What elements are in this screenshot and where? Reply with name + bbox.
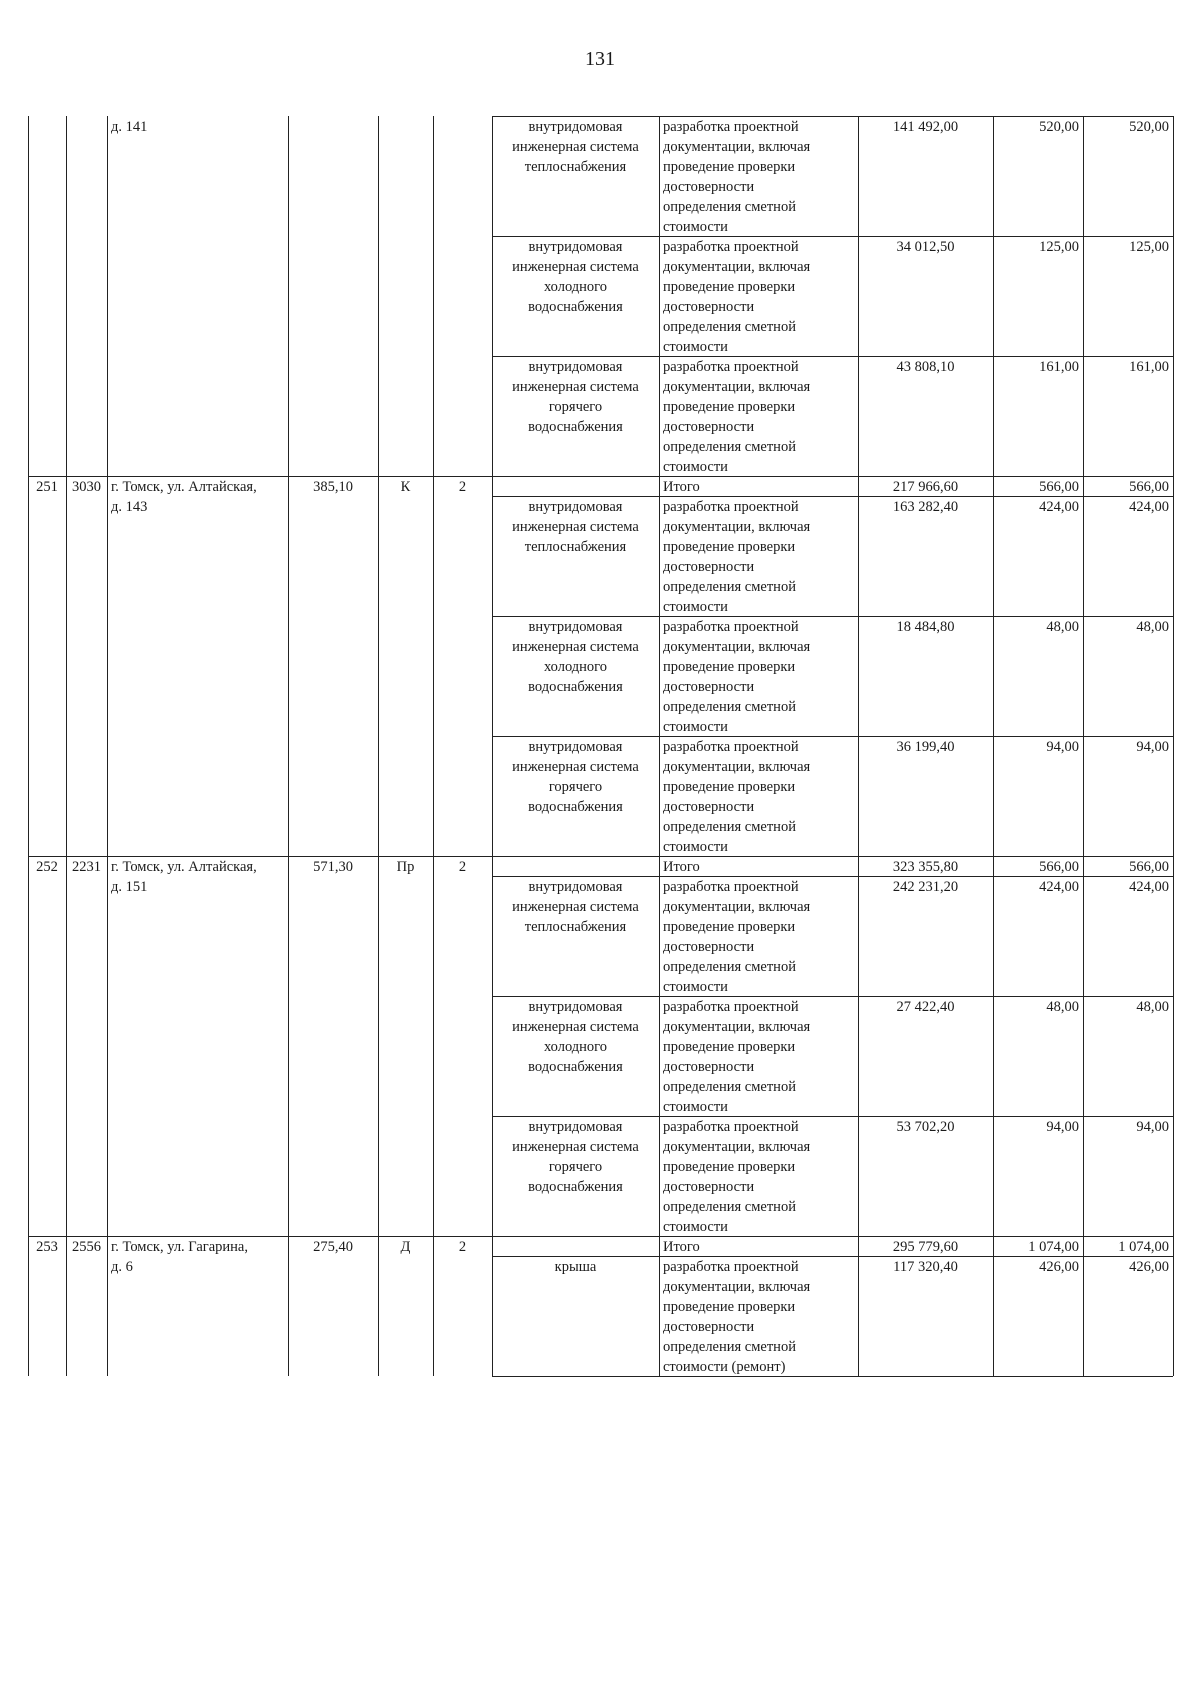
table-border [378, 116, 379, 1376]
address-cell: г. Томск, ул. Алтайская, д. 143 [111, 479, 257, 515]
unit-cost-cell: 48,00 [1046, 999, 1079, 1015]
table-border [66, 116, 67, 1376]
total-label-cell: Итого [663, 479, 700, 495]
table-border [492, 996, 1173, 997]
work-type-cell: разработка проектной документации, включая проведение проверки достоверности определения сметной стоимости [663, 739, 811, 855]
table-border [993, 116, 994, 1376]
work-type-cell: разработка проектной документации, включая проведение проверки достоверности определения сметной стоимости [663, 119, 811, 235]
total-unit-limit-cell: 566,00 [1129, 479, 1169, 495]
element-cell: внутридомовая инженерная система горячего водоснабжения [512, 359, 639, 435]
cost-cell: 53 702,20 [896, 1119, 955, 1135]
count-cell: 2 [458, 859, 467, 875]
element-cell: внутридомовая инженерная система холодного водоснабжения [512, 619, 639, 695]
unit-cost-limit-cell: 125,00 [1129, 239, 1169, 255]
table-border [28, 116, 29, 1376]
element-cell: внутридомовая инженерная система горячего водоснабжения [512, 1119, 639, 1195]
total-label-cell: Итого [663, 859, 700, 875]
table-border [1173, 116, 1174, 1376]
unit-cost-limit-cell: 48,00 [1136, 619, 1169, 635]
table-border [858, 116, 859, 1376]
total-cost-cell: 217 966,60 [892, 479, 959, 495]
unit-cost-limit-cell: 424,00 [1129, 499, 1169, 515]
unit-cost-limit-cell: 424,00 [1129, 879, 1169, 895]
element-cell: внутридомовая инженерная система холодного водоснабжения [512, 999, 639, 1075]
cost-cell: 34 012,50 [896, 239, 955, 255]
cost-cell: 27 422,40 [896, 999, 955, 1015]
table-border [288, 116, 289, 1376]
table-border [107, 116, 108, 1376]
total-cost-cell: 295 779,60 [892, 1239, 959, 1255]
count-cell: 2 [458, 1239, 467, 1255]
work-type-cell: разработка проектной документации, включая проведение проверки достоверности определения сметной стоимости [663, 879, 811, 995]
element-cell: крыша [554, 1259, 597, 1275]
work-type-cell: разработка проектной документации, включая проведение проверки достоверности определения сметной стоимости [663, 499, 811, 615]
unit-cost-limit-cell: 426,00 [1129, 1259, 1169, 1275]
table-border [492, 116, 493, 1376]
cost-cell: 141 492,00 [892, 119, 959, 135]
table-border [492, 236, 1173, 237]
unit-cost-cell: 94,00 [1046, 739, 1079, 755]
type-cell: Д [400, 1239, 411, 1255]
work-type-cell: разработка проектной документации, включая проведение проверки достоверности определения сметной стоимости [663, 619, 811, 735]
house-code-cell: 3030 [72, 479, 101, 495]
row-number-cell: 253 [36, 1239, 58, 1255]
unit-cost-cell: 48,00 [1046, 619, 1079, 635]
unit-cost-cell: 125,00 [1039, 239, 1079, 255]
element-cell: внутридомовая инженерная система теплоснабжения [512, 879, 639, 935]
total-unit-limit-cell: 566,00 [1129, 859, 1169, 875]
unit-cost-cell: 520,00 [1039, 119, 1079, 135]
unit-cost-limit-cell: 94,00 [1136, 739, 1169, 755]
total-unit-cost-cell: 566,00 [1039, 479, 1079, 495]
work-type-cell: разработка проектной документации, включая проведение проверки достоверности определения сметной стоимости [663, 239, 811, 355]
element-cell: внутридомовая инженерная система теплоснабжения [512, 119, 639, 175]
table-border [492, 616, 1173, 617]
cost-cell: 242 231,20 [892, 879, 959, 895]
cost-cell: 43 808,10 [896, 359, 955, 375]
table-border [492, 116, 1173, 117]
unit-cost-limit-cell: 48,00 [1136, 999, 1169, 1015]
total-cost-cell: 323 355,80 [892, 859, 959, 875]
element-cell: внутридомовая инженерная система теплоснабжения [512, 499, 639, 555]
page-number: 131 [585, 48, 615, 70]
unit-cost-limit-cell: 520,00 [1129, 119, 1169, 135]
row-number-cell: 251 [36, 479, 58, 495]
total-unit-limit-cell: 1 074,00 [1118, 1239, 1169, 1255]
unit-cost-limit-cell: 94,00 [1136, 1119, 1169, 1135]
area-cell: 385,10 [313, 479, 353, 495]
total-unit-cost-cell: 1 074,00 [1028, 1239, 1079, 1255]
type-cell: К [400, 479, 411, 495]
work-type-cell: разработка проектной документации, включая проведение проверки достоверности определения сметной стоимости [663, 999, 811, 1115]
element-cell: внутридомовая инженерная система холодного водоснабжения [512, 239, 639, 315]
table-border [433, 116, 434, 1376]
address-cell: г. Томск, ул. Гагарина, д. 6 [111, 1239, 248, 1275]
work-type-cell: разработка проектной документации, включая проведение проверки достоверности определения сметной стоимости [663, 1119, 811, 1235]
table-border [492, 1256, 1173, 1257]
house-code-cell: 2556 [72, 1239, 101, 1255]
unit-cost-cell: 426,00 [1039, 1259, 1079, 1275]
unit-cost-limit-cell: 161,00 [1129, 359, 1169, 375]
cost-cell: 163 282,40 [892, 499, 959, 515]
address-cell: г. Томск, ул. Алтайская, д. 151 [111, 859, 257, 895]
row-number-cell: 252 [36, 859, 58, 875]
table-border [492, 356, 1173, 357]
total-label-cell: Итого [663, 1239, 700, 1255]
table-border [1083, 116, 1084, 1376]
cost-cell: 117 320,40 [893, 1259, 958, 1275]
work-type-cell: разработка проектной документации, включая проведение проверки достоверности определения сметной стоимости [663, 359, 811, 475]
address-cell: д. 141 [111, 119, 148, 135]
area-cell: 571,30 [313, 859, 353, 875]
cost-cell: 36 199,40 [896, 739, 955, 755]
table-border [492, 876, 1173, 877]
house-code-cell: 2231 [72, 859, 101, 875]
type-cell: Пр [396, 859, 415, 875]
table-border [492, 736, 1173, 737]
work-type-cell: разработка проектной документации, включая проведение проверки достоверности определения сметной стоимости (ремонт) [663, 1259, 811, 1375]
area-cell: 275,40 [313, 1239, 353, 1255]
cost-cell: 18 484,80 [896, 619, 955, 635]
unit-cost-cell: 424,00 [1039, 879, 1079, 895]
unit-cost-cell: 161,00 [1039, 359, 1079, 375]
table-border [492, 1376, 1173, 1377]
unit-cost-cell: 94,00 [1046, 1119, 1079, 1135]
count-cell: 2 [458, 479, 467, 495]
table-border [492, 1116, 1173, 1117]
element-cell: внутридомовая инженерная система горячего водоснабжения [512, 739, 639, 815]
table-border [659, 116, 660, 1376]
total-unit-cost-cell: 566,00 [1039, 859, 1079, 875]
table-border [492, 496, 1173, 497]
unit-cost-cell: 424,00 [1039, 499, 1079, 515]
